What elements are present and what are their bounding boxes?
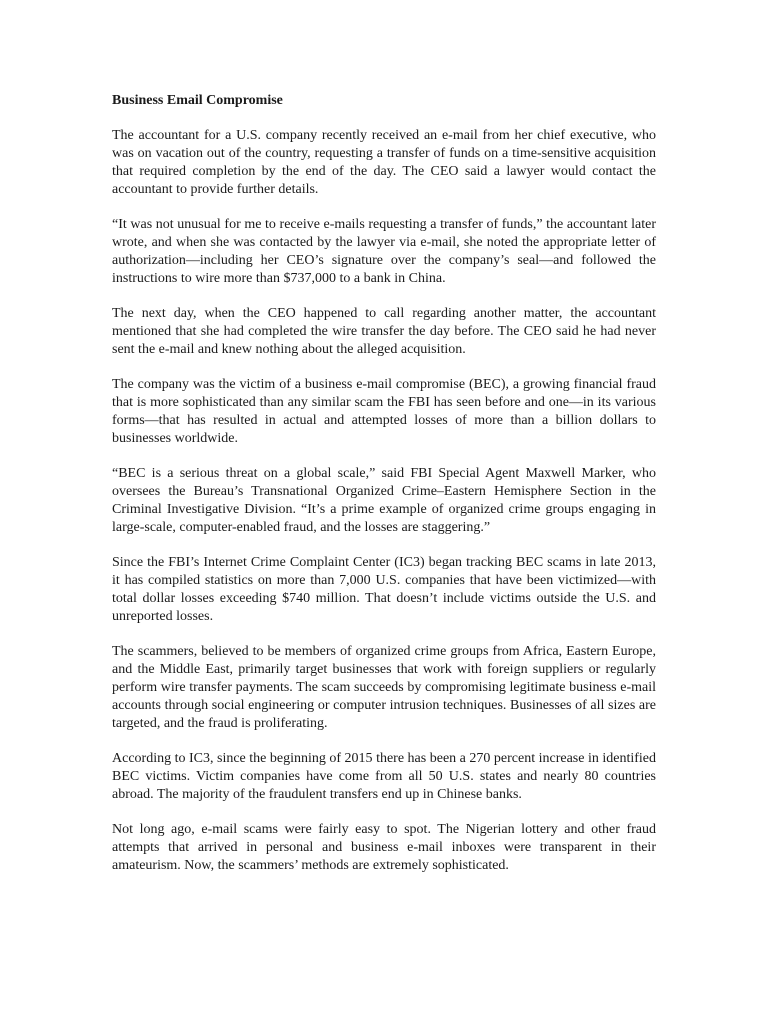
paragraph: The company was the victim of a business e-mail compromise (BEC), a growing financial fraud that is more sophisticated than any similar scam the FBI has seen before and one—in its various forms—that has resulted in actual and attempted losses of more than a billion dollars to businesses worldwide. bbox=[112, 377, 656, 446]
paragraph: “It was not unusual for me to receive e-mails requesting a transfer of funds,” the accountant later wrote, and when she was contacted by the lawyer via e-mail, she noted the appropriate letter of authorization—including her CEO’s signature over the company’s seal—and followed the instructions to wire more than $737,000 to a bank in China. bbox=[112, 217, 656, 286]
paragraph: “BEC is a serious threat on a global scale,” said FBI Special Agent Maxwell Marker, who oversees the Bureau’s Transnational Organized Crime–Eastern Hemisphere Section in the Criminal Investigative Division. “It’s a prime example of organized crime groups engaging in large-scale, computer-enabled fraud, and the losses are staggering.” bbox=[112, 466, 656, 535]
paragraph: According to IC3, since the beginning of 2015 there has been a 270 percent increase in identified BEC victims. Victim companies have come from all 50 U.S. states and nearly 80 countries abroad. The majority of the fraudulent transfers end up in Chinese banks. bbox=[112, 751, 656, 802]
document-page bbox=[112, 92, 656, 892]
document-title: Business Email Compromise bbox=[112, 93, 283, 108]
paragraph: Since the FBI’s Internet Crime Complaint Center (IC3) began tracking BEC scams in late 2013, it has compiled statistics on more than 7,000 U.S. companies that have been victimized—with total dollar losses exceeding $740 million. That doesn’t include victims outside the U.S. and unreported losses. bbox=[112, 555, 656, 624]
paragraph: The scammers, believed to be members of organized crime groups from Africa, Eastern Europe, and the Middle East, primarily target businesses that work with foreign suppliers or regularly perform wire transfer payments. The scam succeeds by compromising legitimate business e-mail accounts through social engineering or computer intrusion techniques. Businesses of all sizes are targeted, and the fraud is proliferating. bbox=[112, 644, 656, 731]
paragraph: The accountant for a U.S. company recently received an e-mail from her chief executive, who was on vacation out of the country, requesting a transfer of funds on a time-sensitive acquisition that required completion by the end of the day. The CEO said a lawyer would contact the accountant to provide further details. bbox=[112, 128, 656, 197]
paragraph: Not long ago, e-mail scams were fairly easy to spot. The Nigerian lottery and other fraud attempts that arrived in personal and business e-mail inboxes were transparent in their amateurism. Now, the scammers’ methods are extremely sophisticated. bbox=[112, 822, 656, 873]
paragraph: The next day, when the CEO happened to call regarding another matter, the accountant mentioned that she had completed the wire transfer the day before. The CEO said he had never sent the e-mail and knew nothing about the alleged acquisition. bbox=[112, 306, 656, 357]
